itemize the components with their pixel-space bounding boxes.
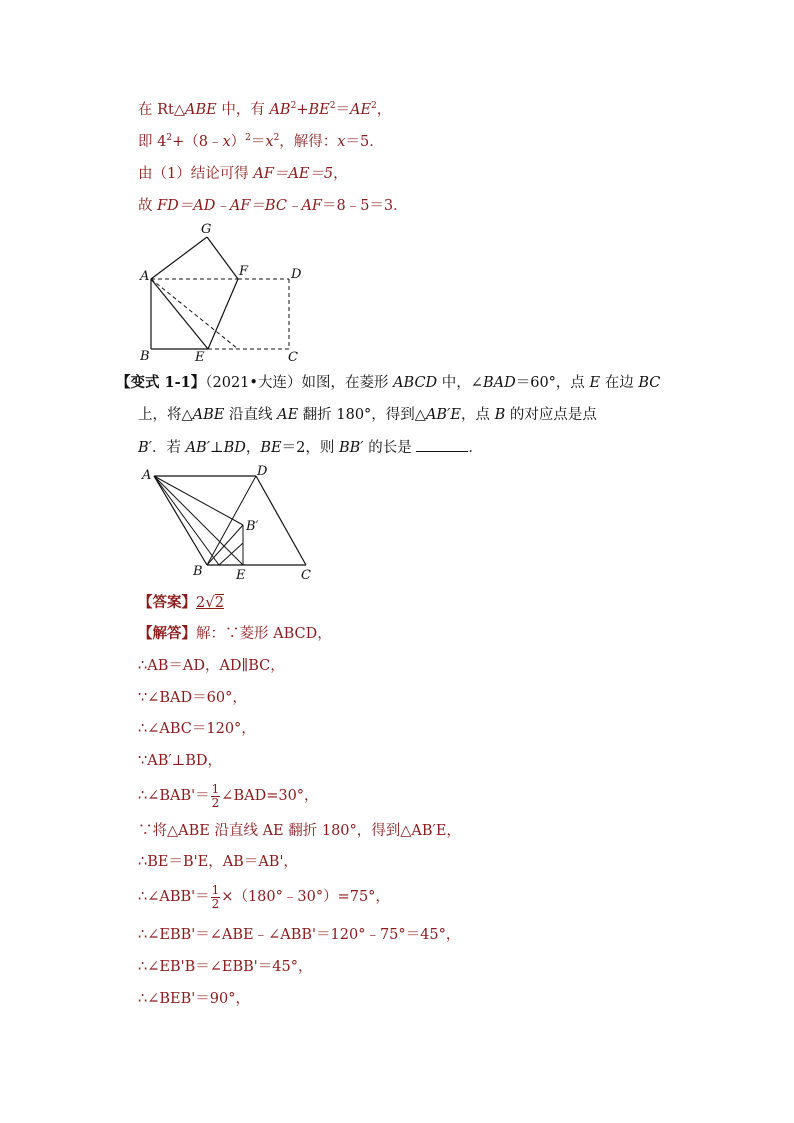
fig1-label-c: C — [288, 350, 298, 365]
problem-line-3: B′．若 AB′⊥BD，BE＝2，则 BB′ 的长是 ． — [138, 437, 483, 458]
solution-step-5: ∴∠BAB'＝ $\frac{1}{2}$ ∠BAD=30°， — [138, 781, 319, 810]
solution-line-2: 即 $4^2+(8﹣x)^2=x^2$，解得：x＝5． — [138, 133, 384, 150]
solution-step-1: ∴AB＝AD，AD∥BC， — [138, 658, 285, 674]
problem-line-2: 上，将△ABE 沿直线 AE 翻折 180°，得到△AB′E，点 B 的对应点是点 — [138, 407, 597, 423]
solution-start: 【解答】解：∵菱形 ABCD， — [138, 625, 332, 642]
fig1-label-g: G — [201, 222, 212, 237]
fig1-label-e: E — [195, 350, 205, 365]
fig1-label-d: D — [291, 267, 302, 282]
solution-step-2: ∵∠BAD＝60°， — [138, 690, 247, 706]
solution-line-3: 由（1）结论可得 AF＝AE＝5， — [138, 166, 348, 182]
answer-line — [138, 592, 224, 613]
answer-value: 2√2 — [196, 593, 225, 611]
solution-step-3: ∴∠ABC＝120°， — [138, 721, 256, 737]
fig1-label-f: F — [239, 264, 249, 279]
solution-step-6: ∵将△ABE 沿直线 AE 翻折 180°，得到△AB′E， — [138, 823, 461, 839]
solution-step-7: ∴BE＝B'E，AB＝AB'， — [138, 854, 298, 870]
solution-step-4: ∵AB′⊥BD， — [138, 753, 223, 769]
fig2-label-b-prime: B′ — [246, 519, 259, 534]
solution-step-11: ∴∠BEB'＝90°， — [138, 991, 250, 1007]
figure-1-diagram — [130, 218, 320, 366]
solution-line-4: 故 FD＝AD﹣AF＝BC﹣AF＝8﹣5＝3． — [138, 198, 408, 214]
solution-line-1: 在 Rt△ABE 中，有 $AB^2+BE^2=AE^2$， — [138, 101, 392, 118]
problem-tag: 【变式 1-1】 — [116, 374, 206, 391]
solution-step-9: ∴∠EBB'＝∠ABE﹣∠ABB'＝120°﹣75°＝45°， — [138, 927, 461, 943]
answer-blank — [416, 437, 468, 452]
solution-step-8: ∴∠ABB'＝ $\frac{1}{2}$ ×（180°﹣30°）=75°， — [138, 882, 390, 911]
solution-step-10: ∴∠EB'B＝∠EBB'＝45°， — [138, 959, 313, 975]
fig2-label-b: B — [193, 564, 203, 579]
fraction-half-2: $\frac{1}{2}$ — [211, 882, 220, 911]
fig1-label-a: A — [140, 269, 150, 284]
fraction-half: $\frac{1}{2}$ — [211, 781, 220, 810]
solution-tag: 【解答】 — [138, 625, 196, 642]
fig1-label-b: B — [140, 349, 150, 364]
fig2-label-c: C — [301, 568, 311, 583]
figure-2-diagram — [136, 462, 326, 586]
fig2-label-d: D — [257, 464, 268, 479]
fig2-label-e: E — [236, 568, 246, 583]
answer-tag: 【答案】 — [138, 594, 196, 611]
problem-line-1: 【变式 1-1】（2021•大连）如图，在菱形 ABCD 中，∠BAD＝60°，点 E 在边 BC — [116, 374, 661, 391]
fig2-label-a: A — [142, 468, 152, 483]
